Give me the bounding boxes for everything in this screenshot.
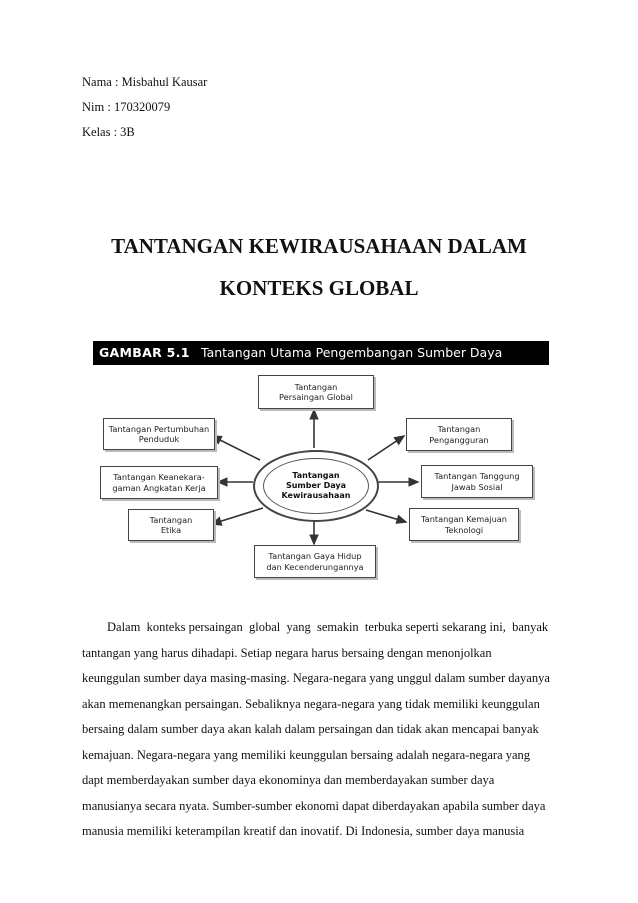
center-label: Tantangan Sumber Daya Kewirausahaan	[281, 471, 351, 500]
box-kemajuan-teknologi: Tantangan Kemajuan Teknologi	[409, 508, 519, 541]
paragraph-line-3: keunggulan sumber daya masing-masing. Negara-negara yang unggul dalam sumber dayanya	[82, 671, 550, 685]
paragraph-line-1: Dalam konteks persaingan global yang semakin terbuka seperti sekarang ini, banyak	[82, 620, 549, 634]
arrow-left3	[212, 508, 263, 524]
figure-diagram	[88, 332, 560, 600]
document-title-line-1: TANTANGAN KEWIRAUSAHAAN DALAM	[111, 234, 527, 258]
paragraph-line-5: bersaing dalam sumber daya akan kalah dalam persaingan dan tidak akan mencapai banyak	[82, 722, 539, 736]
box-tanggung-jawab-sosial: Tantangan Tanggung Jawab Sosial	[421, 465, 533, 498]
box-etika: Tantangan Etika	[128, 509, 214, 541]
paragraph-line-9: manusia memiliki keterampilan kreatif dan inovatif. Di Indonesia, sumber daya manusia	[82, 824, 525, 838]
student-nim: Nim : 170320079	[82, 100, 171, 114]
box-pengangguran: Tantangan Pengangguran	[406, 418, 512, 451]
arrow-right3	[366, 510, 406, 522]
figure-header-bar	[93, 341, 549, 365]
arrow-right1	[368, 436, 404, 460]
box-keanekaragaman-angkatan-kerja: Tantangan Keanekara- gaman Angkatan Kerja	[100, 466, 218, 499]
paragraph-line-4: akan memenangkan persaingan. Sebaliknya negara-negara yang tidak memiliki keunggulan	[82, 697, 540, 711]
center-ellipse	[253, 450, 379, 522]
figure-number: GAMBAR 5.1	[99, 345, 190, 360]
box-pertumbuhan-penduduk: Tantangan Pertumbuhan Penduduk	[103, 418, 215, 450]
paragraph-line-7: dapt memberdayakan sumber daya ekonominya dan memberdayakan sumber daya	[82, 773, 495, 787]
paragraph-line-8: manusianya secara nyata. Sumber-sumber ekonomi dapat diberdayakan apabila sumber daya	[82, 799, 546, 813]
box-persaingan-global: Tantangan Persaingan Global	[258, 375, 374, 409]
arrow-left1	[212, 436, 260, 460]
box-gaya-hidup: Tantangan Gaya Hidup dan Kecenderungannya	[254, 545, 376, 578]
document-title-line-2: KONTEKS GLOBAL	[219, 276, 419, 300]
paragraph-line-2: tantangan yang harus dihadapi. Setiap negara harus bersaing dengan menonjolkan	[82, 646, 492, 660]
paragraph-line-6: kemajuan. Negara-negara yang memiliki keunggulan bersaing adalah negara-negara yang	[82, 748, 531, 762]
figure-caption: Tantangan Utama Pengembangan Sumber Daya	[201, 345, 503, 360]
student-class: Kelas : 3B	[82, 125, 135, 139]
student-name: Nama : Misbahul Kausar	[82, 75, 208, 89]
